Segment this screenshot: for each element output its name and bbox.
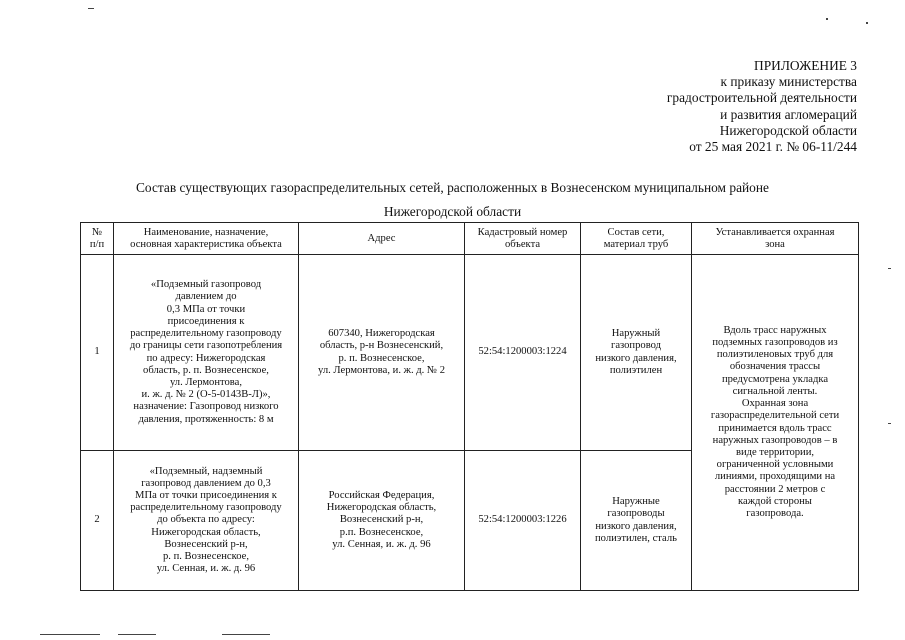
- row-name: [114, 255, 299, 451]
- row-network-line: газопровод: [610, 340, 662, 352]
- header-name: [114, 223, 299, 255]
- header-cadastral-line: объекта: [504, 238, 541, 250]
- row-name-line: и. ж. д. № 2 (О-5-0143В-Л)»,: [141, 389, 271, 401]
- zone-line: обозначения трассы: [729, 361, 821, 373]
- header-name-line: основная характеристика объекта: [130, 238, 282, 250]
- row-name-line: распределительному газопроводу: [130, 328, 282, 340]
- zone-line: каждой стороны: [738, 495, 812, 507]
- appendix-line: Нижегородской области: [719, 122, 857, 138]
- header-cadastral-line: Кадастровый номер: [477, 226, 568, 238]
- header-num: [81, 223, 114, 255]
- row-address-line: Российская Федерация,: [328, 489, 435, 501]
- row-num: 2: [81, 451, 114, 591]
- row-network: [581, 255, 692, 451]
- row-name-line: давлением до: [175, 291, 237, 303]
- header-address: Адрес: [299, 223, 465, 255]
- row-name-line: до границы сети газопотребления: [129, 340, 283, 352]
- zone-line: предусмотрена укладка: [721, 373, 829, 385]
- row-name-line: 0,3 МПа от точки: [166, 303, 246, 315]
- row-address-line: 607340, Нижегородская: [328, 328, 435, 340]
- zone-line: ограниченной условными: [716, 459, 834, 471]
- row-name-line: назначение: Газопровод низкого: [133, 401, 279, 413]
- row-network-line: газопроводы: [607, 508, 665, 520]
- row-address-line: область, р-н Вознесенский,: [319, 340, 444, 352]
- row-name-line: «Подземный газопровод: [150, 279, 262, 291]
- scan-artifact-bottom-1: [40, 634, 100, 635]
- header-num-line: №: [91, 226, 103, 238]
- header-network-line: материал труб: [603, 238, 669, 250]
- zone-line: сигнальной ленты.: [732, 385, 818, 397]
- appendix-line: ПРИЛОЖЕНИЕ 3: [754, 58, 857, 73]
- scan-artifact-right-2: [888, 423, 891, 424]
- gas-network-table: [80, 222, 859, 591]
- row-address-line: ул. Сенная, и. ж. д. 96: [332, 538, 431, 550]
- zone-line: Вдоль трасс наружных: [723, 324, 827, 336]
- header-num-line: п/п: [89, 238, 105, 250]
- header-zone-line: зона: [765, 238, 785, 250]
- row-network-line: полиэтилен: [609, 364, 663, 376]
- row-name-line: распределительному газопроводу: [130, 502, 282, 514]
- scan-artifact-bottom-2: [118, 634, 156, 635]
- row-address-line: ул. Лермонтова, и. ж. д. № 2: [317, 364, 445, 376]
- header-zone: [692, 223, 859, 255]
- table-row: [81, 255, 859, 451]
- row-network: [581, 451, 692, 591]
- zone-line: принимается вдоль трасс: [718, 422, 832, 434]
- title-line-2: Нижегородской области: [383, 204, 522, 219]
- row-name-line: газопровод давлением до 0,3: [141, 477, 271, 489]
- header-network: [581, 223, 692, 255]
- row-name-line: Нижегородская область,: [151, 526, 261, 538]
- row-zone: [692, 255, 859, 591]
- zone-line: газораспределительной сети: [710, 410, 840, 422]
- row-address: [299, 451, 465, 591]
- row-network-line: низкого давления,: [595, 520, 677, 532]
- table-header-row: [81, 223, 859, 255]
- row-name-line: область, р. п. Вознесенское,: [143, 364, 269, 376]
- zone-line: виде территории,: [735, 446, 815, 458]
- row-network-line: низкого давления,: [595, 352, 677, 364]
- header-zone-line: Устанавливается охранная: [715, 226, 835, 238]
- appendix-line: от 25 мая 2021 г. № 06-11/244: [689, 139, 857, 155]
- scan-artifact-bottom-3: [222, 634, 270, 635]
- scan-artifact-top-right-2: [866, 22, 868, 24]
- row-name-line: до объекта по адресу:: [157, 514, 255, 526]
- appendix-line: градостроительной деятельности: [666, 90, 857, 106]
- zone-line: линиями, проходящими на: [714, 471, 836, 483]
- document-title: [0, 176, 905, 224]
- zone-line: газопровода.: [746, 507, 804, 519]
- row-name-line: давления, протяженность: 8 м: [138, 413, 274, 425]
- row-name-line: присоединения к: [167, 315, 245, 327]
- scan-artifact-right-1: [888, 268, 891, 269]
- header-name-line: Наименование, назначение,: [143, 226, 269, 238]
- row-address-line: Нижегородская область,: [326, 502, 437, 514]
- zone-line: расстоянии 2 метров с: [724, 483, 826, 495]
- row-cadastral: 52:54:1200003:1226: [465, 451, 581, 591]
- header-network-line: Состав сети,: [607, 226, 665, 238]
- row-name-line: р. п. Вознесенское,: [162, 551, 250, 562]
- appendix-header: [667, 58, 857, 155]
- zone-line: наружных газопроводов – в: [712, 434, 838, 446]
- row-address-line: р. п. Вознесенское,: [338, 352, 425, 364]
- appendix-line: и развития агломераций: [720, 106, 857, 122]
- row-name-line: «Подземный, надземный: [149, 465, 263, 477]
- appendix-line: к приказу министерства: [720, 74, 857, 90]
- zone-line: Охранная зона: [741, 398, 809, 410]
- row-name-line: по адресу: Нижегородская: [146, 352, 266, 364]
- scan-artifact-top-right: [826, 18, 828, 20]
- row-address-line: р.п. Вознесенское,: [339, 526, 424, 538]
- row-cadastral: 52:54:1200003:1224: [465, 255, 581, 451]
- row-network-line: полиэтилен, сталь: [595, 532, 677, 544]
- row-address-line: Вознесенский р-н,: [339, 514, 424, 526]
- row-name-line: МПа от точки присоединения к: [135, 489, 277, 501]
- row-name: [114, 451, 299, 591]
- scan-artifact-top: [88, 8, 94, 9]
- row-num: 1: [81, 255, 114, 451]
- row-name-line: ул. Сенная, и. ж. д. 96: [156, 563, 256, 575]
- row-network-line: Наружный: [611, 328, 661, 340]
- row-network-line: Наружные: [612, 496, 660, 508]
- row-address: [299, 255, 465, 451]
- header-cadastral: [465, 223, 581, 255]
- zone-line: подземных газопроводов из: [712, 337, 838, 349]
- title-line-1: Состав существующих газораспределительных сетей, расположенных в Вознесенском муниципальном районе: [136, 180, 769, 195]
- row-name-line: Вознесенский р-н,: [164, 538, 248, 550]
- row-name-line: ул. Лермонтова,: [169, 376, 243, 388]
- zone-line: полиэтиленовых труб для: [716, 349, 834, 361]
